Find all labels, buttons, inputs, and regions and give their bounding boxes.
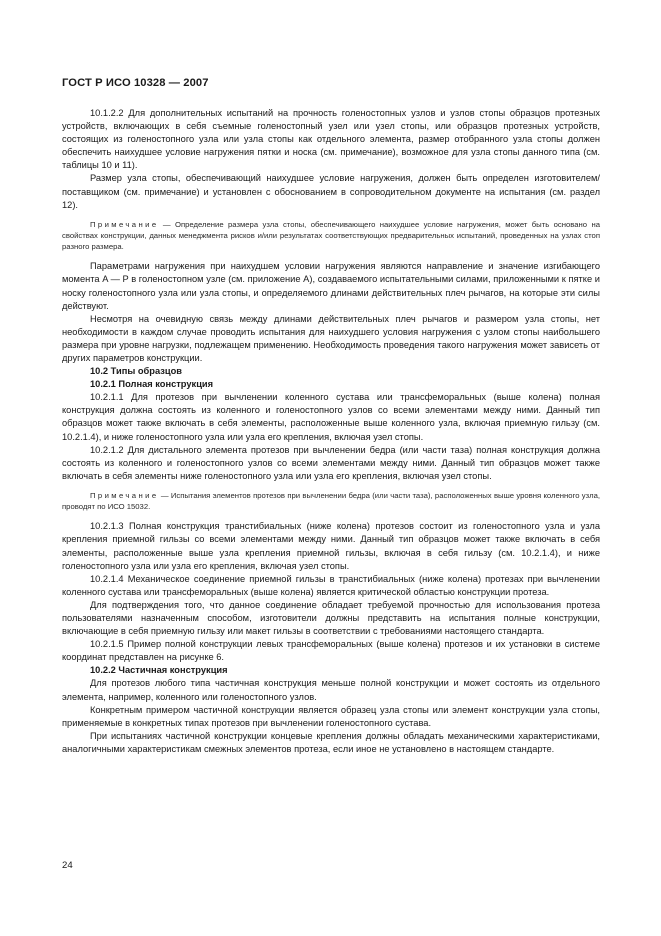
paragraph-foot-size: Размер узла стопы, обеспечивающий наихудшее условие нагружения, должен быть определен изготовителем/поставщиком (см. примечание) и установлен с обоснованием в сопроводительном документе на испытания (см. раздел 12). (62, 173, 600, 210)
note-foot-size (62, 219, 600, 253)
paragraph-partial-3: При испытаниях частичной конструкции концевые крепления должны обладать механическими характеристиками, аналогичными характеристикам смежных элементов протеза, если иное не установлено в настоящем стандарте. (62, 730, 600, 754)
paragraph-10-2-1-1: 10.2.1.1 Для протезов при вычленении коленного сустава или трансфеморальных (выше колена) полная конструкция должна состоять из коленного и голеностопного узлов со всеми элементами между ними. Данный тип образцов может также включать в себя элементы, расположенные выше коленного узла, включая приемную гильзу (см. 10.2.1.4), и ниже голеностопного узла или узла его крепления, включая узел стопы. (62, 392, 600, 442)
note-text: — Определение размера узла стопы, обеспечивающего наихудшее условие нагружения, может быть основано на свойствах конструкции, данных менеджмента рисков и/или результатах соответствующих предварительных испытаний, проведенных на узлах стоп разного размера. (62, 219, 600, 252)
paragraph-10-1-2-2: 10.1.2.2 Для дополнительных испытаний на прочность голеностопных узлов и узлов стопы образцов протезных устройств, включающих в себя съемные голеностопный узел или узел стопы, или образцов протезных устройств, состоящих из голеностопного узла или узла стопы как отдельного элемента, размер отобранного узла стопы должен обеспечить наихудшее условие нагружения пятки и носка (см. примечание), возможное для узла стопы данного типа (см. таблицы 10 и 11). (62, 108, 600, 171)
paragraph-10-2-1-3: 10.2.1.3 Полная конструкция транстибиальных (ниже колена) протезов состоит из голеностопного узла и узла крепления приемной гильзы со всеми элементами между ними. Данный тип образцов может также включать в себя элементы, расположенные выше узла крепления приемной гильзы, включая в себя гильзу (см. 10.2.1.4), и ниже голеностопного узла или узла его крепления, включая узел стопы. (62, 521, 600, 571)
page-number: 24 (62, 860, 73, 871)
paragraph-socket-confirmation: Для подтверждения того, что данное соединение обладает требуемой прочностью для использования протеза пользователями назначенным способом, изготовители должны представить на испытания полные конструкции, включающие в себя приемную гильзу или макет гильзы в соответствии с требованиями настоящего стандарта. (62, 599, 600, 637)
document-page (62, 77, 600, 756)
document-header: ГОСТ Р ИСО 10328 — 2007 (62, 77, 209, 89)
heading-10-2: 10.2 Типы образцов (90, 366, 182, 377)
note-label: Примечание (90, 219, 159, 229)
paragraph-load-parameters: Параметрами нагружения при наихудшем условии нагружения являются направление и значение изгибающего момента A — P в голеностопном узле (см. приложение А), создаваемого испытательными силами, приложенными к пятке и носку голеностопного узла или узла стопы, и определяемого длинами действительных плеч рычагов, на которые эти силы действуют. (62, 261, 600, 311)
paragraph-lever-arms: Несмотря на очевидную связь между длинами действительных плеч рычагов и размером узла стопы, нет необходимости в каждом случае проводить испытания для наихудшего условия нагружения с узлом стопы наибольшего размера при уровне нагрузки, подлежащем применению. Необходимость проведения такого нагружения может зависеть от других параметров конструкции. (62, 313, 600, 364)
note-text: — Испытания элементов протезов при вычленении бедра (или части таза), расположенных выше уровня коленного узла, проводят по ИСО 15032. (62, 490, 600, 512)
note-hip (62, 490, 600, 512)
paragraph-10-2-1-4: 10.2.1.4 Механическое соединение приемной гильзы в транстибиальных (ниже колена) протезах при вычленении коленного сустава или трансфеморальных (выше колена) является критической областью конструкции протеза. (62, 573, 600, 597)
heading-10-2-1: 10.2.1 Полная конструкция (90, 379, 214, 390)
paragraph-10-2-1-2: 10.2.1.2 Для дистального элемента протезов при вычленении бедра (или части таза) полная конструкция должна состоять из коленного и голеностопного узлов со всеми элементами между ними. Данный тип образцов может также включать в себя элементы ниже голеностопного узла или узла его крепления, включая узел стопы. (62, 444, 600, 481)
paragraph-partial-1: Для протезов любого типа частичная конструкция меньше полной конструкции и может состоять из отдельного элемента, например, коленного или голеностопного узлов. (62, 678, 600, 702)
note-label: Примечание (90, 490, 159, 500)
paragraph-partial-2: Конкретным примером частичной конструкции является образец узла стопы или элемент конструкции узла стопы, применяемые в конкретных типах протезов при вычленении голеностопного сустава. (62, 704, 600, 728)
paragraph-10-2-1-5: 10.2.1.5 Пример полной конструкции левых трансфеморальных (выше колена) протезов и их установки в системе координат представлен на рисунке 6. (62, 639, 600, 663)
heading-10-2-2: 10.2.2 Частичная конструкция (90, 665, 228, 676)
